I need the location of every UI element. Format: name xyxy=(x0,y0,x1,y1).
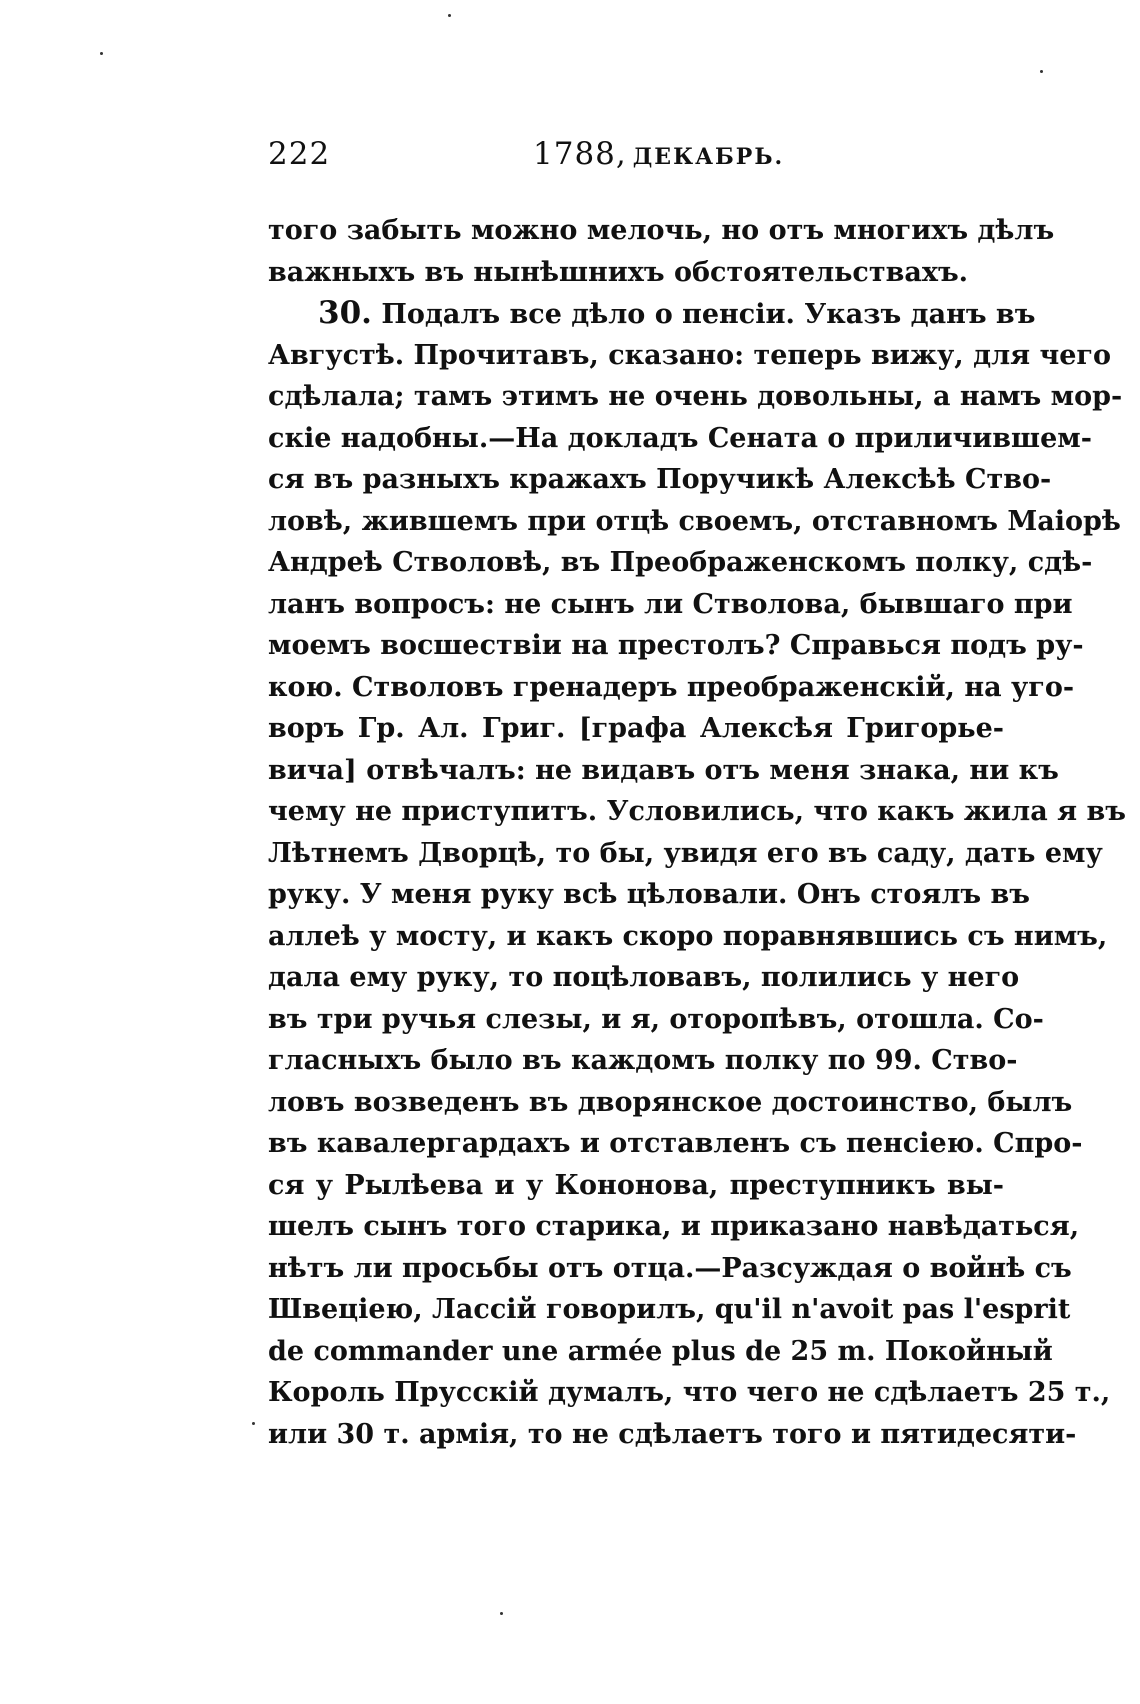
text-line-content: Подалъ все дѣло о пенсіи. Указъ данъ въ xyxy=(381,299,1036,330)
text-line: дала ему руку, то поцѣловавъ, полились у него xyxy=(268,962,1020,993)
text-line: воръ Гр. Ал. Григ. [графа Алексѣя Григорье- xyxy=(268,713,1004,744)
text-line-section-start xyxy=(268,293,1036,335)
text-line: Лѣтнемъ Дворцѣ, то бы, увидя его въ саду, дать ему xyxy=(268,837,1103,869)
text-line: ся въ разныхъ кражахъ Поручикѣ Алексѣѣ Ство- xyxy=(268,464,1052,495)
text-line: шелъ сынъ того старика, и приказано навѣдаться, xyxy=(268,1211,1080,1242)
body-text xyxy=(268,210,1126,1455)
text-line: моемъ восшествіи на престолъ? Справься подъ ру- xyxy=(268,630,1084,661)
text-line: Андреѣ Стволовѣ, въ Преображенскомъ полку, сдѣ- xyxy=(268,547,1093,578)
text-line: ловѣ, жившемъ при отцѣ своемъ, отставномъ Маіорѣ xyxy=(268,505,1121,537)
text-line: сдѣлала; тамъ этимъ не очень довольны, а намъ мор- xyxy=(268,381,1123,412)
text-line: Швеціею, Лассій говорилъ, qu'il n'avoit pas l'esprit xyxy=(268,1294,1071,1325)
text-line: Августѣ. Прочитавъ, сказано: теперь вижу, для чего xyxy=(268,339,1111,371)
text-line: Король Прусскій думалъ, что чего не сдѣлаетъ 25 т., xyxy=(268,1377,1111,1408)
running-head-month: ДЕКАБРЬ. xyxy=(632,144,785,170)
text-line: кою. Стволовъ гренадеръ преображенскій, на уго- xyxy=(268,671,1075,703)
scan-speck xyxy=(252,1422,255,1425)
text-line: de commander une armée plus de 25 m. Покойный xyxy=(268,1335,1053,1367)
section-number: 30. xyxy=(318,295,372,331)
text-line: или 30 т. армія, то не сдѣлаетъ того и пятидесяти- xyxy=(268,1418,1077,1450)
page-number: 222 xyxy=(268,136,331,172)
scan-speck xyxy=(448,14,451,17)
text-line: аллеѣ у мосту, и какъ скоро поравнявшись съ нимъ, xyxy=(268,920,1108,952)
text-line: того забыть можно мелочь, но отъ многихъ дѣлъ xyxy=(268,215,1055,246)
page-header xyxy=(268,136,1004,176)
text-line: важныхъ въ нынѣшнихъ обстоятельствахъ. xyxy=(268,256,969,288)
text-line: въ кавалергардахъ и отставленъ съ пенсіею. Спро- xyxy=(268,1128,1083,1159)
text-line: скіе надобны.—На докладъ Сената о приличившем- xyxy=(268,422,1092,454)
text-line: чему не приступитъ. Условились, что какъ жила я въ xyxy=(268,796,1126,827)
text-line: ся у Рылѣева и у Кононова, преступникъ вы- xyxy=(268,1169,1004,1201)
text-line: гласныхъ было въ каждомъ полку по 99. Ство- xyxy=(268,1045,1018,1076)
scan-speck xyxy=(500,1612,503,1615)
text-line: ланъ вопросъ: не сынъ ли Стволова, бывшаго при xyxy=(268,588,1073,620)
text-line: нѣтъ ли просьбы отъ отца.—Разсуждая о войнѣ съ xyxy=(268,1252,1072,1284)
running-head xyxy=(533,136,784,172)
scan-speck xyxy=(1040,70,1043,73)
running-head-year: 1788, xyxy=(533,136,627,172)
scan-speck xyxy=(100,52,103,55)
text-line: въ три ручья слезы, и я, оторопѣвъ, отошла. Со- xyxy=(268,1003,1044,1035)
text-line: вича] отвѣчалъ: не видавъ отъ меня знака, ни къ xyxy=(268,754,1059,786)
text-line: ловъ возведенъ въ дворянское достоинство, былъ xyxy=(268,1086,1073,1118)
text-line: руку. У меня руку всѣ цѣловали. Онъ стоялъ въ xyxy=(268,879,1030,910)
